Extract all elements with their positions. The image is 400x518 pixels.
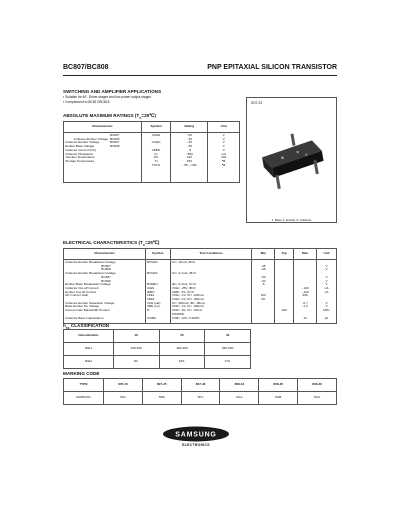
table-row — [64, 356, 251, 369]
marking-cell: MARKING — [64, 392, 104, 405]
marking-header-cell: 807-40 — [181, 379, 220, 392]
header-rule — [63, 75, 337, 76]
unit-cell: V V V V V nA nA V V MHz pF — [317, 260, 337, 324]
hfe-cell: 250-630 — [205, 343, 251, 356]
logo-subtext: ELECTRONICS — [182, 443, 210, 447]
hfe-header-cell: 25 — [159, 330, 205, 343]
electrical-heading: ELECTRICAL CHARACTERISTICS $(T_A=25℃)$ — [63, 240, 160, 247]
hfe-table — [63, 329, 251, 369]
hfe-cell: hFE2 — [64, 356, 114, 369]
col-header: Symbol — [141, 122, 171, 133]
marking-header-cell: 807-16 — [104, 379, 143, 392]
abs-max-table — [63, 121, 240, 183]
hfe-cell: hFE1 — [64, 343, 114, 356]
table-row — [64, 392, 337, 405]
abs-max-heading: ABSOLUTE MAXIMUM RATINGS $(T_A=25℃)$ — [63, 113, 156, 120]
col-header: Characteristic — [64, 249, 146, 260]
col-header: Characteristic — [64, 122, 142, 133]
marking-cell: 5FB — [142, 392, 181, 405]
marking-heading: MARKING CODE — [63, 371, 100, 376]
marking-header-cell: 808-25 — [259, 379, 298, 392]
table-row — [64, 133, 240, 183]
applications-bullet: • Suitable for AF- Driver stages and low power output stages — [63, 95, 152, 99]
hfe-cell: 100- — [159, 356, 205, 369]
table-row — [64, 260, 337, 324]
marking-cell: 5FA — [104, 392, 143, 405]
symbol-cell: VCES VCEO VEBO IC PC TJ TSTG — [141, 133, 171, 183]
col-header: Rating — [171, 122, 208, 133]
col-header: Unit — [317, 249, 337, 260]
document-title: PNP EPITAXIAL SILICON TRANSISTOR — [207, 64, 337, 71]
part-cell: BC807 BC808 BC807 BC808 — [110, 133, 120, 149]
logo-brand-text: SAMSUNG — [175, 431, 217, 439]
max-cell: - 100 - 100 600 -0.7 -1.2 12 — [294, 260, 317, 324]
col-header: Typ — [275, 249, 294, 260]
hfe-cell: 100-250 — [113, 343, 159, 356]
symbol-cell: BVCEO BVCES BVEBO ICES IEBO hFE1 hFE2 VCE (sat) VBE (on) fT COBO — [145, 260, 170, 324]
typ-cell: 100 — [275, 260, 294, 324]
hfe-header-cell: 40 — [205, 330, 251, 343]
marking-cell: 5GC — [298, 392, 337, 405]
package-label: SOT-23 — [251, 101, 262, 105]
condition-cell: IC= -10mA, IB=0 IC= -0.1mA, IB=0 IE= -0.1mA, IC=0 VCE= -25V, IB=0 VEB= -4V, IC=0 VCE= -1V, IC= -100mA VCE= -1V, IC= -300mA IC= -500mA, IB= -50mA VCE= -1V, IC= -300mA VCE= -5V, IC= -10mA f=50MHz VCB= -10V, f=1MHz — [170, 260, 252, 324]
hfe-cell: 60- — [113, 356, 159, 369]
hfe-heading: $h_{FE}$ CLASSIFICATION — [63, 323, 110, 330]
marking-header-cell: 808-40 — [298, 379, 337, 392]
col-header: Unit — [208, 122, 240, 133]
marking-header-cell: TYPE — [64, 379, 104, 392]
table-row — [64, 343, 251, 356]
col-header: Symbol — [145, 249, 170, 260]
hfe-header-cell: 16 — [113, 330, 159, 343]
table-row — [64, 330, 251, 343]
package-pin-caption: 1. Base 2. Emitter 3. Collector — [271, 218, 312, 222]
marking-cell: 5GA — [220, 392, 259, 405]
marking-cell: 5GB — [259, 392, 298, 405]
package-diagram — [246, 97, 337, 223]
min-cell: -45 -25 -50 -30 -5 100 60 — [252, 260, 275, 324]
samsung-logo-icon — [162, 426, 230, 442]
marking-header-cell: 807-25 — [142, 379, 181, 392]
marking-cell: 5FC — [181, 392, 220, 405]
hfe-cell: 160-400 — [159, 343, 205, 356]
col-header: Test Conditions — [170, 249, 252, 260]
electrical-table — [63, 248, 337, 324]
table-row — [64, 379, 337, 392]
characteristic-cell: Collector-Emitter Voltage Collector-Emitter Voltage Emitter-Base Voltage Collector Current (DC) Collector Dissipation Junction Temperature Storage Temperature — [65, 136, 109, 163]
marking-table — [63, 378, 337, 405]
sot23-package-icon — [247, 108, 338, 218]
part-number: BC807/BC808 — [63, 64, 109, 71]
characteristic-cell: Collector-Emitter Breakdown Voltage BC807 BC808 Collector-Emitter Breakdown Voltage BC807 BC808 Emitter-Base Breakdown Voltage Collector Cut-off Current Emitter Cut-off Current DC Current Gain Collector-Emitter Saturation Voltage Base-Emitter On Voltage Current Gain Bandwidth Product Collector-Base Capacitance — [64, 260, 146, 324]
applications-bullet: • Complement to BC817/BC818 — [63, 100, 110, 104]
col-header: Max — [294, 249, 317, 260]
marking-header-cell: 808-16 — [220, 379, 259, 392]
hfe-header-cell: Classification — [64, 330, 114, 343]
hfe-cell: 170- — [205, 356, 251, 369]
rating-cell: - 50 - 30 - 45 - 25 - 5 - 800 310 150 - 65 ~ 150 — [171, 133, 208, 183]
unit-cell: V V V V V mA mW ℃ ℃ — [208, 133, 240, 183]
col-header: Min — [252, 249, 275, 260]
applications-heading: SWITCHING AND AMPLIFIER APPLICATIONS — [63, 89, 162, 94]
